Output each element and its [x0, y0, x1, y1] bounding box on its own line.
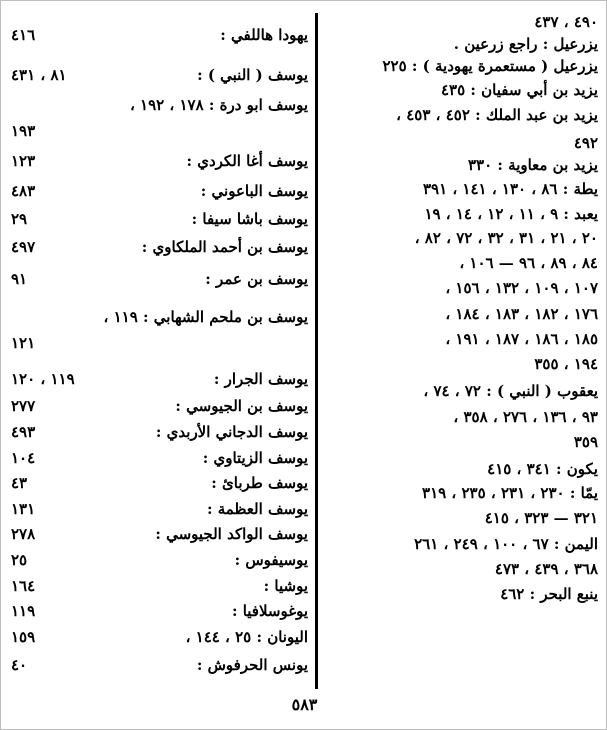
index-entry: ٤٩٢ — [573, 134, 598, 152]
entry-name: يوسف ابو درة : ١٧٨ ، ١٩٢ ، — [129, 96, 308, 114]
index-entry — [1, 548, 314, 572]
entry-pages: ١٢٣ — [11, 152, 36, 170]
index-entry: يزرعيل ( مستعمرة يهودية ) : ٢٢٥ — [382, 57, 598, 75]
index-entry: ٣٢١ — ٣٢٣ ، ٤١٥ — [484, 509, 598, 527]
index-entry: ١٩٤ ، ٣٥٥ — [534, 355, 598, 373]
entry-name: يوسف العظمة : — [207, 500, 308, 518]
index-entry — [1, 497, 314, 521]
entry-name: يوسف الدجاني الأربدي : — [155, 423, 308, 441]
entry-name: اليونان : ٢٥ ، ١٤٤ ، — [185, 628, 308, 646]
index-entry — [1, 207, 314, 231]
index-entry: ينبع البحر : ٤٦٢ — [500, 585, 598, 603]
index-entry — [1, 599, 314, 623]
page-number: ٥٨٣ — [291, 695, 318, 714]
index-entry: ٣٥٩ — [573, 433, 598, 451]
entry-pages: ٩١ — [11, 270, 28, 288]
index-entry — [1, 446, 314, 470]
index-entry — [1, 119, 314, 143]
entry-pages: ١١٩ — [11, 602, 36, 620]
index-entry: ٨٤ ، ٨٩ ، ٩٦ — ١٠٦ ، — [459, 254, 598, 272]
entry-name: يوغوسلافيا : — [231, 602, 308, 620]
entry-name: يهودا هاللفي : — [220, 26, 308, 44]
index-entry: ٣٦٨ ، ٤٣٩ ، ٤٧٣ — [494, 560, 598, 578]
entry-name: يوسف طربائ : — [211, 474, 308, 492]
index-entry: يكون : ٣٤١ ، ٤١٥ — [487, 460, 598, 478]
index-entry — [1, 522, 314, 546]
entry-name: يوسف بن الجيوسي : — [175, 397, 308, 415]
entry-pages: ١٣١ — [11, 500, 36, 518]
index-entry — [1, 63, 314, 87]
entry-pages: ٤٣ — [11, 474, 28, 492]
index-entry — [1, 367, 314, 391]
index-entry — [1, 625, 314, 649]
entry-pages: ٢٩ — [11, 210, 28, 228]
entry-pages: ٤٩٣ — [11, 423, 36, 441]
index-entry: ١٨٥ ، ١٨٦ ، ١٨٧ ، ١٩١ ، — [445, 330, 598, 348]
entry-pages: ٤٠ — [11, 656, 28, 674]
entry-pages: ١٦٤ — [11, 577, 36, 595]
entry-name: يوسف بن أحمد الملكاوي : — [141, 238, 308, 256]
index-entry: يطة : ٨٦ ، ١٣٠ ، ١٤١ ، ٣٩١ — [422, 180, 598, 198]
entry-pages: ٤٨٣ — [11, 182, 36, 200]
index-entry: يعقوب ( النبي ) : ٧٢ ، ٧٤ ، — [423, 382, 598, 400]
index-entry — [1, 653, 314, 677]
index-entry — [1, 149, 314, 173]
index-entry: ٢٠ ، ٢١ ، ٣١ ، ٣٢ ، ٧٢ ، ٨٢ ، — [414, 229, 598, 247]
index-entry: ١٠٧ ، ١٠٩ ، ١٣٢ ، ١٥٦ ، — [445, 279, 598, 297]
entry-name: يوسف الجرار : — [213, 370, 308, 388]
index-entry: يزيد بن معاوية : ٣٣٠ — [468, 156, 598, 174]
entry-pages: ٤١٦ — [11, 26, 36, 44]
entry-name: يوسيفوس : — [234, 551, 308, 569]
entry-pages: ٢٧٨ — [11, 525, 36, 543]
index-entry — [1, 574, 314, 598]
index-entry — [1, 267, 314, 291]
entry-name: يوسف بن ملحم الشهابي : ١١٩ ، — [103, 308, 308, 326]
entry-pages: ١٢١ — [11, 334, 36, 352]
index-entry: يعبد : ٩ ، ١١ ، ١٢ ، ١٤ ، ١٩ — [424, 205, 598, 223]
index-entry — [1, 394, 314, 418]
entry-pages: ٤٩٧ — [11, 238, 36, 256]
index-entry: ٩٣ ، ١٣٦ ، ٢٧٦ ، ٣٥٨ ، — [453, 408, 598, 426]
index-entry — [1, 23, 314, 47]
entry-pages: ١١٩ ، ١٢٠ — [11, 370, 75, 388]
entry-name: يوسف ( النبي ) : — [197, 66, 308, 84]
index-entry: ٤٩٠ ، ٤٣٧ — [534, 13, 598, 31]
index-entry: يمّا : ٢٣٠ ، ٢٣١ ، ٢٣٥ ، ٣١٩ — [422, 484, 598, 502]
entry-name: يونس الحرفوش : — [196, 656, 308, 674]
index-entry — [1, 93, 314, 117]
entry-name: يوسف أغا الكردي : — [186, 152, 308, 170]
index-entry — [1, 235, 314, 259]
index-entry — [1, 420, 314, 444]
entry-name: يوسف الباعوني : — [200, 182, 308, 200]
entry-pages: ١٩٣ — [11, 122, 36, 140]
entry-pages: ٢٥ — [11, 551, 28, 569]
index-entry — [1, 305, 314, 329]
index-entry: اليمن : ٦٧ ، ١٠٠ ، ٢٤٩ ، ٢٦١ — [414, 535, 598, 553]
entry-name: يوسف باشا سيفا : — [191, 210, 308, 228]
column-divider — [315, 13, 318, 689]
entry-name: يوسف الواكد الجيوسي : — [155, 525, 308, 543]
index-entry: يزيد بن أبي سفيان : ٤٣٥ — [440, 81, 598, 99]
entry-name: يوشيا : — [263, 577, 308, 595]
entry-pages: ١٠٤ — [11, 449, 36, 467]
index-entry: يزيد بن عبد الملك : ٤٥٢ ، ٤٥٣ ، — [396, 106, 598, 124]
index-entry — [1, 179, 314, 203]
entry-pages: ١٥٩ — [11, 628, 36, 646]
index-entry — [1, 331, 314, 355]
index-entry: ١٧٦ ، ١٨٢ ، ١٨٣ ، ١٨٤ ، — [445, 305, 598, 323]
index-entry: يزرعيل : راجع زرعين . — [453, 35, 598, 53]
entry-name: يوسف الزيتاوي : — [202, 449, 308, 467]
entry-pages: ٨١ ، ٤٣١ — [11, 66, 67, 84]
entry-pages: ٢٧٧ — [11, 397, 36, 415]
index-entry — [1, 471, 314, 495]
entry-name: يوسف بن عمر : — [205, 270, 308, 288]
